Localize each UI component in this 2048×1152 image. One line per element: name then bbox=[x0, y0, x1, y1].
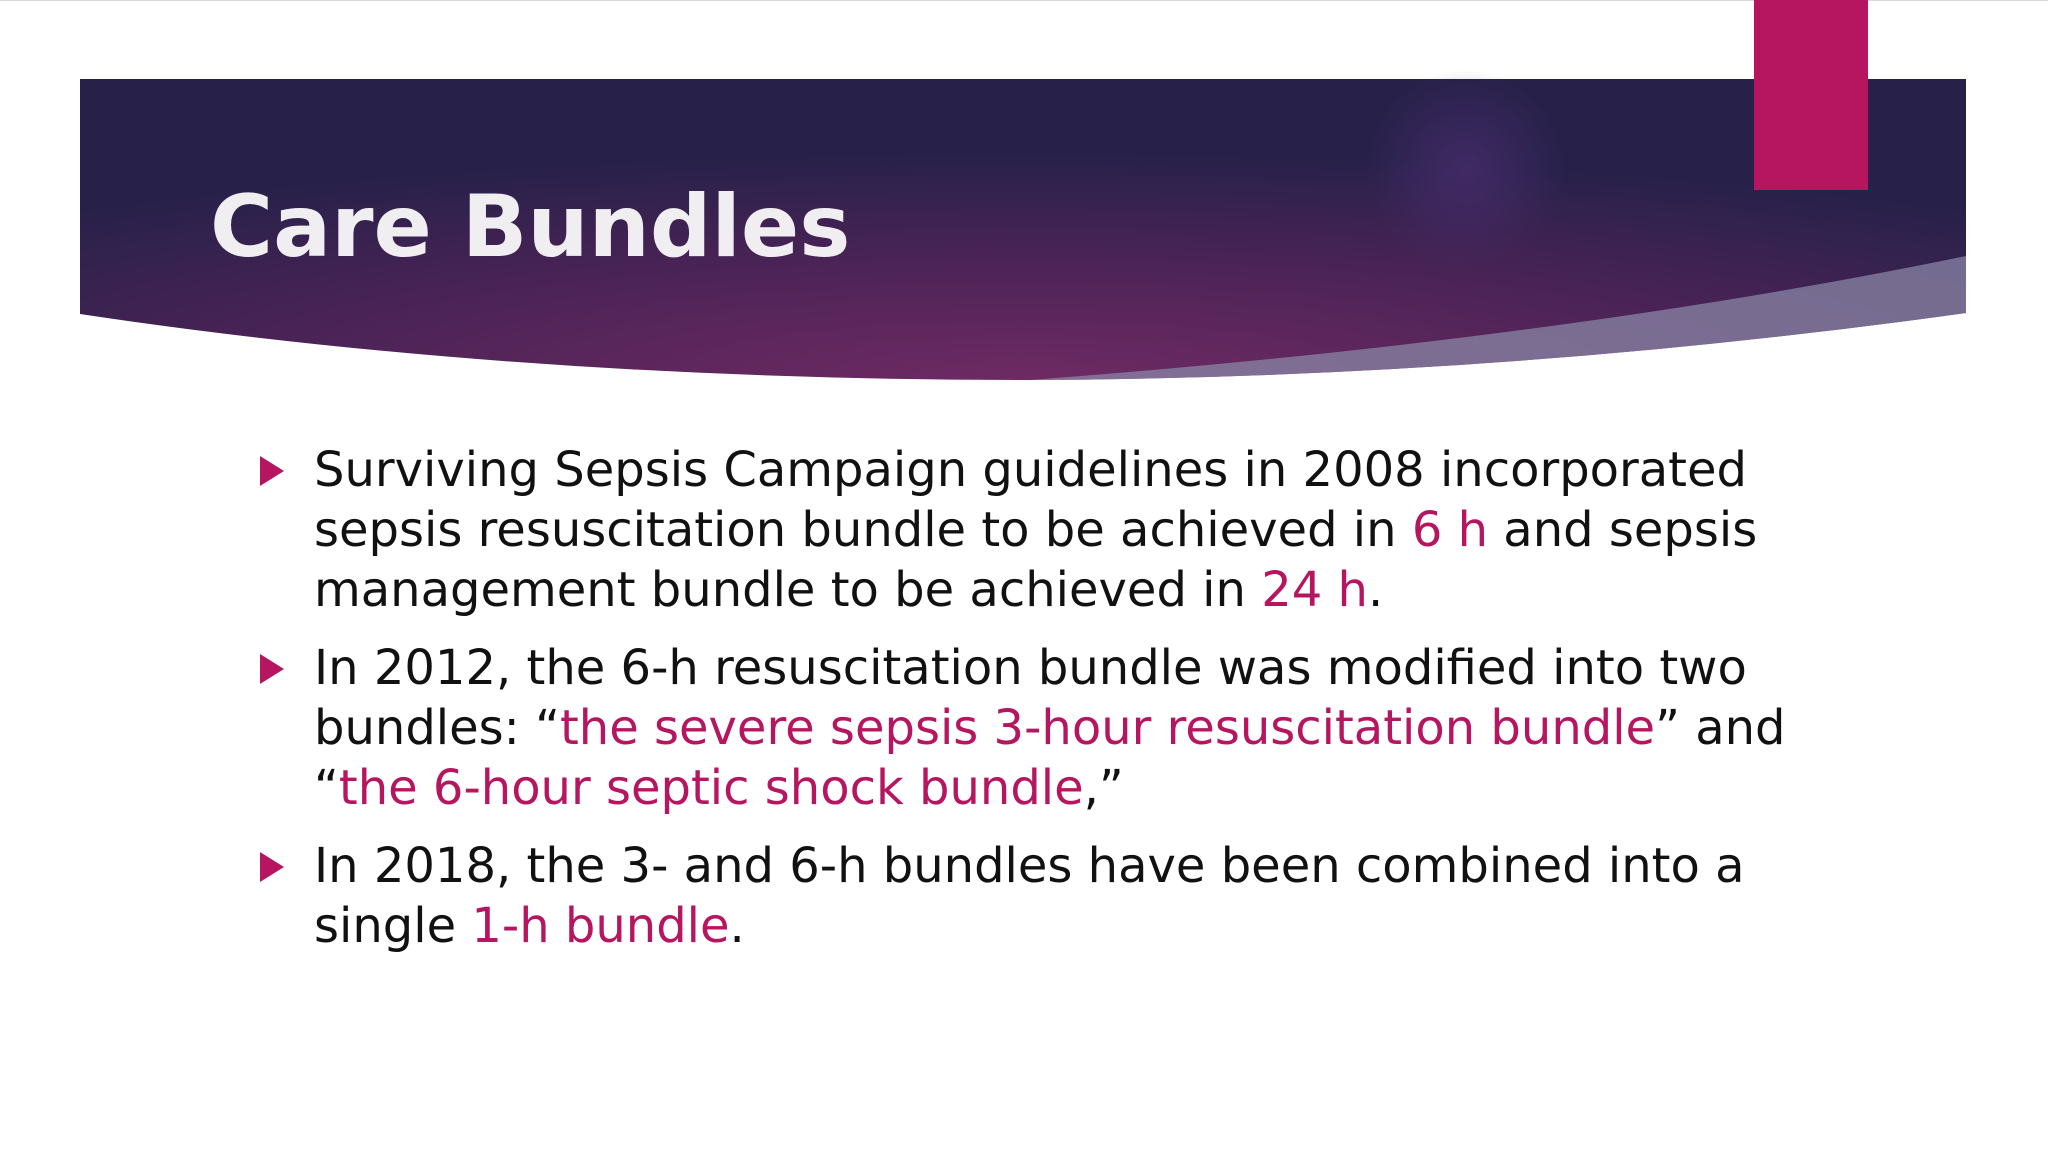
bullet-text: ” and “ bbox=[314, 700, 1786, 816]
accent-tab bbox=[1754, 0, 1868, 190]
highlighted-text: 24 h bbox=[1261, 562, 1368, 618]
bullet-text: Surviving Sepsis Campaign guidelines in 2008 incorporated sepsis resuscitation bundle to be achieved in bbox=[314, 442, 1747, 558]
highlighted-text: the severe sepsis 3-hour resuscitation bundle bbox=[559, 700, 1656, 756]
bullet-list bbox=[258, 440, 1858, 974]
highlighted-text: 6 h bbox=[1411, 502, 1489, 558]
highlighted-text: 1-h bundle bbox=[471, 898, 730, 954]
bullet-item bbox=[258, 836, 1858, 956]
bullet-item bbox=[258, 440, 1858, 620]
bullet-item bbox=[258, 638, 1858, 818]
bullet-text: . bbox=[729, 898, 745, 954]
triangle-right-icon bbox=[260, 852, 284, 882]
highlighted-text: the 6-hour septic shock bundle bbox=[338, 760, 1084, 816]
slide-title: Care Bundles bbox=[210, 177, 851, 277]
bullet-text: and sepsis management bundle to be achieved in bbox=[314, 502, 1758, 618]
bullet-text: In 2018, the 3- and 6-h bundles have been combined into a single bbox=[314, 838, 1745, 954]
triangle-right-icon bbox=[260, 654, 284, 684]
triangle-right-icon bbox=[260, 456, 284, 486]
banner-glow bbox=[1365, 70, 1565, 270]
bullet-text: In 2012, the 6-h resuscitation bundle was modified into two bundles: “ bbox=[314, 640, 1747, 756]
bullet-text: . bbox=[1367, 562, 1384, 618]
bullet-text: ,” bbox=[1083, 760, 1124, 816]
